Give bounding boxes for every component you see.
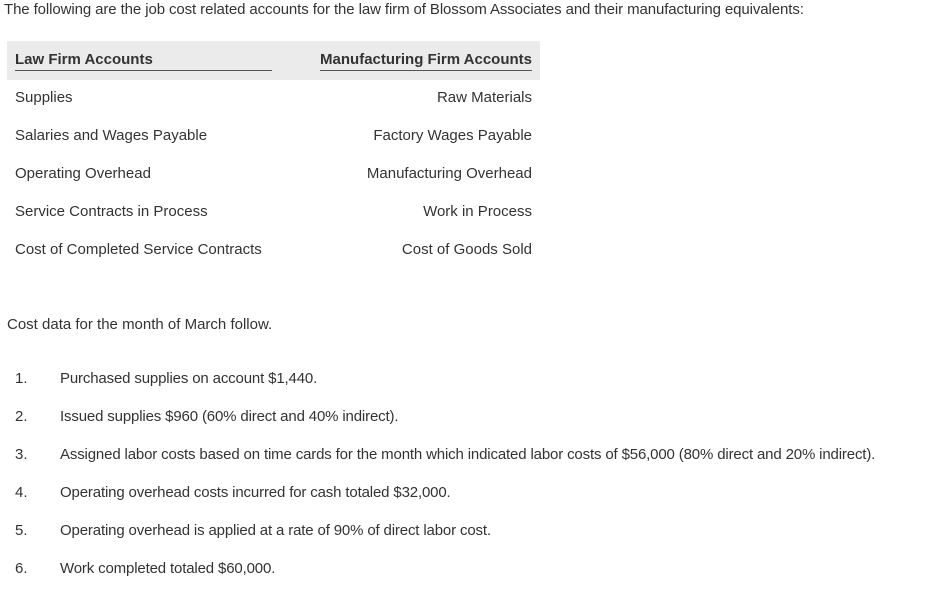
item-text: Issued supplies $960 (60% direct and 40% indirect). [60, 408, 399, 425]
manufacturing-account: Work in Process [423, 203, 532, 220]
cost-data-note: Cost data for the month of March follow. [7, 316, 273, 333]
list-item [0, 406, 930, 444]
item-number: 4. [15, 484, 28, 501]
law-account: Cost of Completed Service Contracts [15, 241, 262, 258]
item-number: 2. [15, 408, 28, 425]
item-text: Assigned labor costs based on time cards for the month which indicated labor costs of $56,000 (80% direct and 20% indirect). [60, 446, 876, 463]
item-number: 1. [15, 370, 28, 387]
intro-text: The following are the job cost related accounts for the law firm of Blossom Associates and their manufacturing equivalents: [4, 1, 804, 18]
law-account: Salaries and Wages Payable [15, 127, 208, 144]
header-law-firm-accounts: Law Firm Accounts [15, 51, 272, 71]
accounts-table [7, 41, 540, 270]
item-number: 3. [15, 446, 28, 463]
law-account: Service Contracts in Process [15, 203, 208, 220]
manufacturing-account: Manufacturing Overhead [366, 165, 532, 182]
table-row [7, 156, 540, 194]
header-manufacturing-accounts: Manufacturing Firm Accounts [320, 51, 532, 71]
item-text: Work completed totaled $60,000. [60, 560, 276, 577]
list-item [0, 482, 930, 520]
list-item [0, 520, 930, 558]
table-row [7, 194, 540, 232]
list-item [0, 444, 930, 482]
manufacturing-account: Raw Materials [436, 89, 532, 106]
manufacturing-account: Factory Wages Payable [373, 127, 532, 144]
item-number: 6. [15, 560, 28, 577]
transaction-list [0, 368, 930, 596]
item-text: Operating overhead costs incurred for cash totaled $32,000. [60, 484, 451, 501]
list-item [0, 368, 930, 406]
law-account: Operating Overhead [15, 165, 151, 182]
table-row [7, 232, 540, 270]
list-item [0, 558, 930, 596]
table-header [7, 41, 540, 80]
law-account: Supplies [15, 89, 73, 106]
table-row [7, 80, 540, 118]
item-number: 5. [15, 522, 28, 539]
item-text: Purchased supplies on account $1,440. [60, 370, 318, 387]
table-row [7, 118, 540, 156]
manufacturing-account: Cost of Goods Sold [401, 241, 532, 258]
item-text: Operating overhead is applied at a rate of 90% of direct labor cost. [60, 522, 491, 539]
